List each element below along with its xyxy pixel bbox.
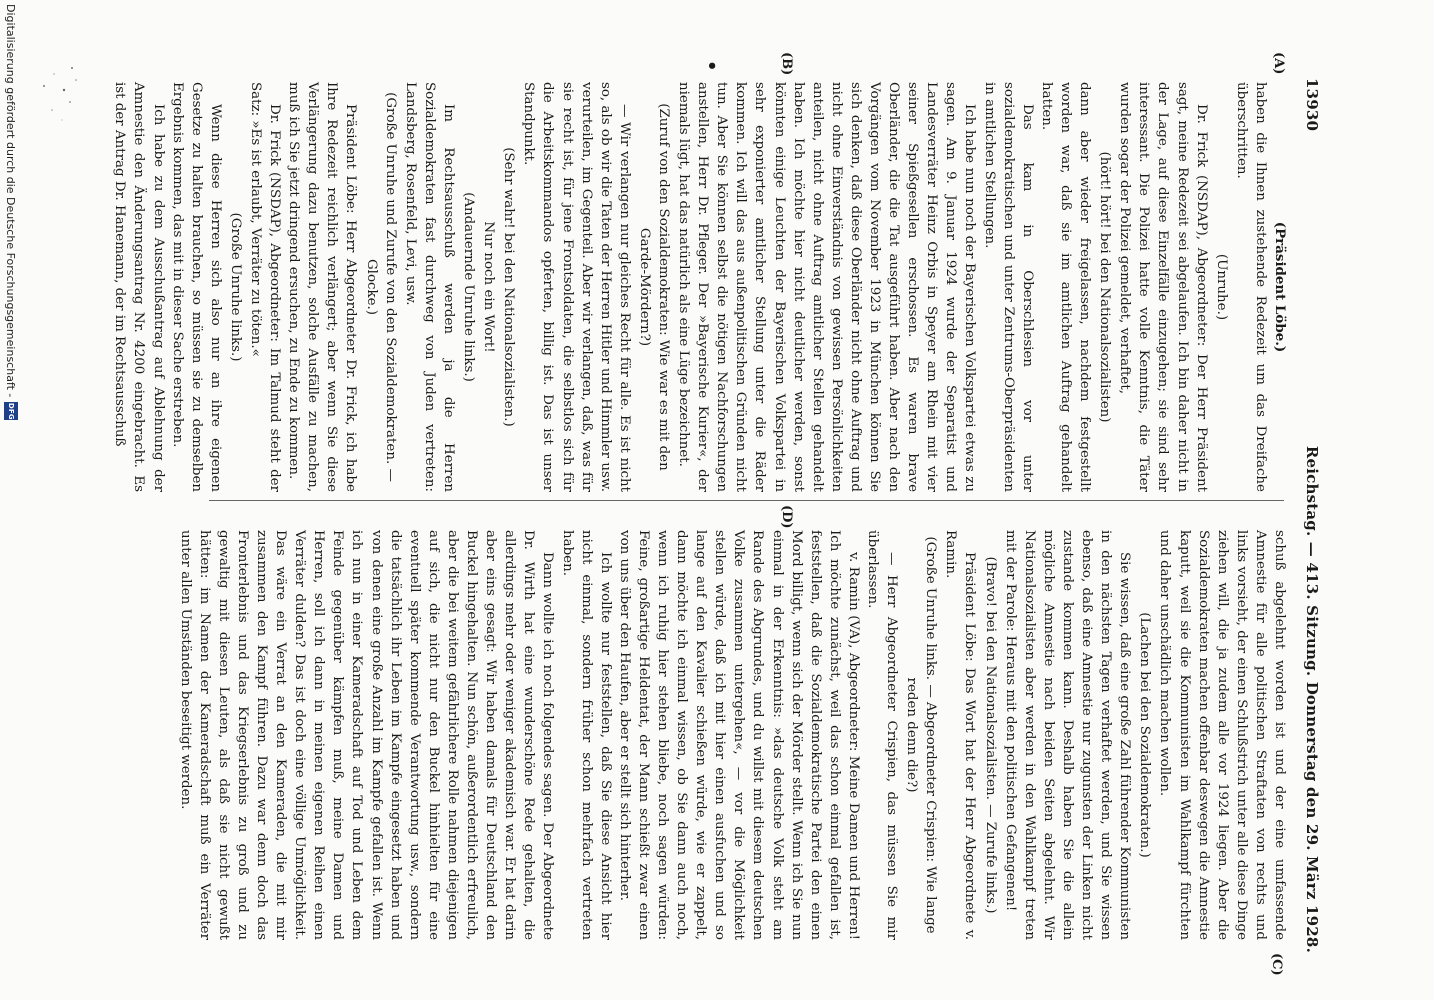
margin-marker-c: (C) — [1269, 953, 1284, 976]
column-heading: (Präsident Löbe.) — [1272, 221, 1288, 353]
digitization-footer — [2, 0, 20, 1004]
interjection: (Sehr wahr! bei den Nationalsozialisten.) — [501, 147, 517, 427]
paragraph: dann aber wieder freigelassen, nachdem festgestellt worden war, daß sie im amtlichen Auftrag gehandelt hatten. — [1038, 82, 1093, 492]
page-number: 13930 — [1303, 78, 1321, 132]
paragraph: v. Ramin (VA), Abgeordneter: Meine Damen und Herren! Ich möchte zunächst, weil das schon einmal gefallen ist, feststellen, daß die Sozialdemokratische Partei den einen Mord billigt, wenn sich der Mörder stellt. Wenn ich Sie nun einmal in der Erkenntnis: »das deutsche Volk steht am Rande des Abgrundes, und du willst mit diesem deutschen Volke zusammen untergehen«, — vor die Möglichkeit stellen würde, daß ich mit hier einen ausfuchen und so lange auf den Kavalier schießen würde, wie er zappelt, dann möchte ich einmal wissen, ob Sie dann auch noch, wenn ich ruhig hier stehen bliebe, noch sagen würden: Feine, großartige Heldentat, der Mann schießt zwar einen von uns über den Haufen, aber er stellt sich hinterher. — [616, 530, 861, 940]
margin-dot: • — [701, 60, 722, 72]
margin-marker-d: (D) — [779, 505, 794, 529]
interjection: (Bravo! bei den Nationalsozialisten. — Zurufe links.) — [982, 556, 998, 914]
paragraph: Sie wissen, daß eine große Zahl führender Kommunisten in den nächsten Tagen verhaftet werden, und Sie wissen ebenso, daß eine Amnestie nur zugunsten der Linken nicht zustande kommen kann. Deshalb haben Sie die allein mögliche Amnestie nach beiden Seiten abgelehnt. Wir Nationalsozialisten aber werden in den Wahlkampf treten mit der Parole: Heraus mit den politischen Gefangenen! — [1002, 530, 1133, 940]
interjection: (Zuruf von den Sozialdemokraten: Wie war es mit den Garde-Mördern?) — [636, 103, 671, 471]
paragraph: Präsident Löbe: Das Wort hat der Herr Abgeordnete v. Ramin. — [943, 530, 978, 940]
right-column — [176, 530, 1289, 940]
paragraph: Ich wollte nur feststellen, daß Sie diese Ansicht hier nicht einmal, sondern früher schon mehrfach vertreten haben. — [559, 530, 613, 940]
left-column — [110, 82, 1289, 492]
page-header — [1297, 78, 1321, 953]
footer-text: Digitalisierung gefördert durch die Deutsche Forschungsgemeinschaft - — [4, 4, 18, 398]
paragraph: Ich habe nun noch der Bayerischen Volkspartei etwas zu sagen. Am 9. Januar 1924 wurde der Separatist und Landesverräter Heinz Orbis in Speyer am Rhein mit vier seiner Spießgesellen erschossen. Es waren brave Oberländer, die die Tat ausgeführt haben. Aber nach den Vorgängen vom November 1923 in München können Sie sich denken, daß diese Oberländer nicht ohne Auftrag und nicht ohne Einverständnis von gewissen Persönlichkeiten anteilen, nicht ohne Auftrag amtlicher Stellen gehandelt haben. Ich möchte hier nicht deutlicher werden, sonst könnten einige Leuchten der Bayerischen Volkspartei in sehr exponierter amtlicher Stellung unter die Räder kommen. Ich will das aus außenpolitischen Gründen nicht tun. Aber Sie können selbst die nötigen Nachforschungen anstellen, Herr Dr. Pfleger. Der »Bayerische Kurier«, der niemals lügt, hat das natürlich als eine Lüge bezeichnet. — [676, 82, 978, 492]
interjection: (Andauernde Unruhe links.) — [461, 192, 477, 382]
session-line: Reichstag. — 413. Sitzung. Donnerstag den 29. März 1928. — [1303, 445, 1321, 953]
interjection: (Unruhe.) — [1213, 253, 1229, 321]
interjection: (hört! hört! bei den Nationalsozialisten) — [1097, 151, 1113, 423]
interjection: Nur noch ein Wort! — [481, 221, 497, 353]
interjection: (Große Unruhe links.) — [227, 212, 243, 362]
interjection: (Lachen bei den Sozialdemokraten.) — [1137, 612, 1153, 858]
paragraph: Dann wollte ich noch folgendes sagen. Der Abgeordnete Dr. Wirth hat eine wunderschöne Rede gehalten, die allerdings mehr oder weniger akademisch war. Er hat darin aber eins gesagt: Wir haben damals für Deutschland den Buckel hingehalten. Nun schön, außerordentlich erfreulich, aber die bei weitem gefährlichere Rolle nahmen diejenigen auf sich, die nicht nur den Buckel hinhielten für eine eventuell später kommende Verantwortung usw., sondern die tatsächlich ihr Leben im Kampfe eingesetzt haben und von denen eine große Anzahl im Kampfe gefallen ist. Wenn ich nun in einer Kameradschaft auf Tod und Leben dem Feinde gegenüber kämpfen muß, meine Damen und Herren, soll ich dann in meinen eigenen Reihen einen Verräter dulden? Das ist doch eine völlige Unmöglichkeit. Das wäre ein Verrat an den Kameraden, die mit mir zusammen den Kampf führen. Dazu war denn doch das Fronterlebnis und das Kriegserlebnis zu groß und zu gewaltig mit diesen Leuten, als daß sie nicht gewußt hätten: im Namen der Kameradschaft muß ein Verräter unter allen Umständen beseitigt werden. — [177, 530, 556, 940]
scan-specks — [32, 60, 82, 130]
paragraph: Das kam in Oberschlesien vor unter sozialdemokratischen und unter Zentrums-Oberpräsidenten in amtlichen Stellungen. — [981, 82, 1035, 492]
paragraph: Im Rechtsausschuß werden ja die Herren Sozialdemokraten fast durchweg von Juden vertreten: Landsberg, Rosenfeld, Levi, usw. — [402, 82, 456, 492]
paragraph: Dr. Frick (NSDAP), Abgeordneter: Im Talmud steht der Satz: »Es ist erlaubt, Verräter zu töten.« — [248, 82, 283, 492]
paragraph: Dr. Frick (NSDAP), Abgeordneter: Der Herr Präsident sagt, meine Redezeit sei abgelaufen. Ich bin daher nicht in der Lage, auf diese Einzelfälle einzugehen; sie sind sehr interessant. Die Polizei hatte volle Kenntnis, die Täter wurden sogar der Polizei gemeldet, verhaftet, — [1117, 82, 1209, 492]
paragraph: — Wir verlangen nur gleiches Recht für alle. Es ist nicht so, als ob wir die Taten der Herren Hitler und Himmler usw. verurteilen, im Gegenteil. Aber wir verlangen, daß, was für sie recht ist, für jene Frontsoldaten, die selbstlos sich für die Arbeitskommandos opferten, billig ist. Das ist unser Standpunkt. — [521, 82, 632, 492]
margin-marker-a: (A) — [1271, 52, 1286, 75]
interjection: (Große Unruhe links. — Abgeordneter Crispien: Wie lange reden denn die?) — [904, 536, 939, 934]
dfg-logo: DFG — [4, 402, 18, 420]
paragraph: haben die Ihnen zustehende Redezeit um das Dreifache überschritten. — [1233, 82, 1268, 492]
paragraph: Präsident Löbe: Herr Abgeordneter Dr. Frick, ich habe Ihre Redezeit reichlich verlängert; aber wenn Sie diese Verlängerung dazu benutzen, solche Ausfälle zu machen, muß ich Sie jetzt dringend ersuchen, zu Ende zu kommen. — [286, 82, 359, 492]
paragraph: — Herr Abgeordneter Crispien, das müssen Sie mir überlassen. — [865, 530, 900, 940]
column-divider — [209, 500, 1284, 501]
paragraph: Ich habe zu dem Ausschußantrag auf Ablehnung der Amnestie den Änderungsantrag Nr. 4200 eingebracht. Es ist der Antrag Dr. Hanemann, der im Rechtsausschuß — [112, 82, 166, 492]
margin-marker-b: (B) — [779, 52, 794, 76]
paragraph: Wenn diese Herren sich also nur an ihre eigenen Gesetze zu halten brauchen, so müssen sie zu demselben Ergebnis kommen, das mit in dieser Sache erstreben. — [169, 82, 223, 492]
paragraph: schuß abgelehnt worden ist und der eine umfassende Amnestie für alle politischen Straftaten von rechts und links vorsieht, der einen Schlußstrich unter alle diese Dinge ziehen will, die ja zudem alle vor 1924 liegen. Aber die Sozialdemokraten machen offenbar deswegen die Amnestie kaputt, weil sie die Kommunisten im Wahlkampf fürchten und daher unschädlich machen wollen. — [1157, 530, 1287, 940]
interjection: (Große Unruhe und Zurufe von den Sozialdemokraten. — Glocke.) — [363, 92, 398, 482]
